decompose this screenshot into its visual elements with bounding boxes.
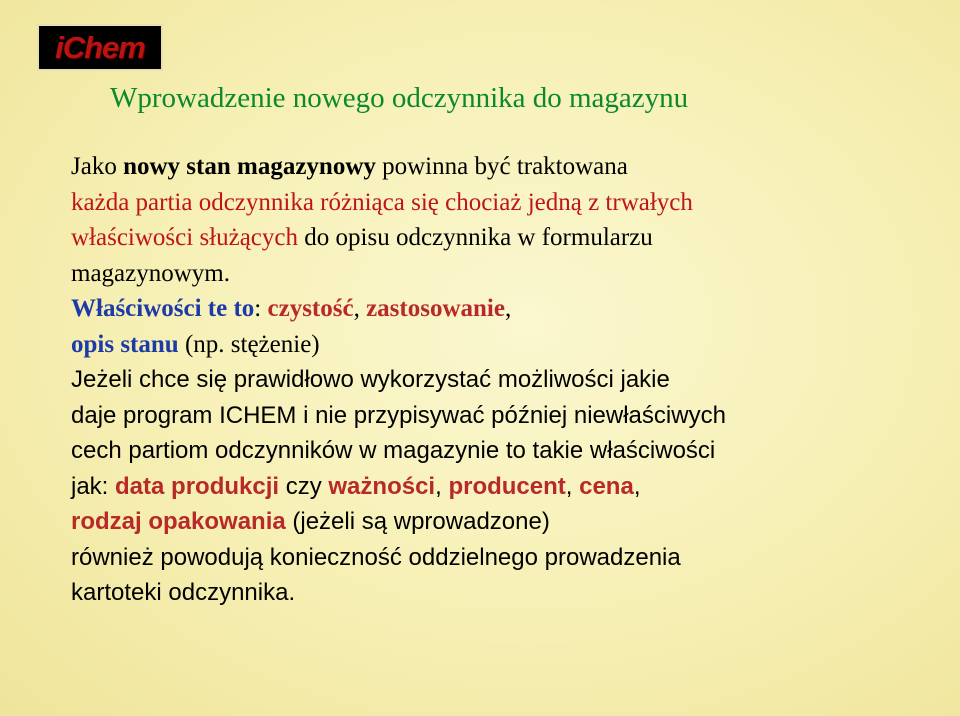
- text-segment: jak:: [71, 472, 116, 500]
- text-segment: magazynowym.: [71, 259, 230, 287]
- text-segment: ,: [633, 472, 641, 500]
- text-segment: (jeżeli są wprowadzone): [285, 508, 550, 535]
- text-segment: ,: [565, 472, 580, 500]
- body-line-10: [71, 469, 941, 505]
- text-segment: daje program ICHEM i nie przypisywać później niewłaściwych: [71, 401, 726, 429]
- text-segment: również powodują konieczność oddzielnego prowadzenia: [71, 543, 681, 571]
- slide-title: Wprowadzenie nowego odczynnika do magazynu: [110, 82, 689, 114]
- properties-label: Właściwości te to: [71, 295, 255, 322]
- body-line-8: [71, 398, 941, 434]
- property-producer: producent: [448, 472, 566, 500]
- text-segment: ,: [353, 295, 367, 322]
- text-segment: :: [254, 295, 268, 322]
- ichem-logo: [37, 24, 163, 71]
- body-line-4: [71, 256, 941, 292]
- property-production-date: data produkcji: [115, 472, 280, 500]
- property-application: zastosowanie: [366, 295, 505, 322]
- text-segment: do opisu odczynnika w formularzu: [298, 224, 653, 251]
- slide-body: [71, 149, 941, 611]
- text-segment: czy: [279, 472, 329, 500]
- body-line-13: [71, 575, 941, 611]
- text-segment: Jako: [71, 153, 124, 180]
- body-line-11: [71, 504, 941, 540]
- text-segment: ,: [435, 472, 449, 500]
- body-line-12: [71, 540, 941, 576]
- text-segment: kartoteki odczynnika.: [71, 579, 296, 606]
- body-line-5: [71, 291, 941, 327]
- text-segment: Jeżeli chce się prawidłowo wykorzystać możliwości jakie: [71, 366, 670, 393]
- property-price: cena: [579, 472, 634, 500]
- logo-text: iChem: [55, 29, 145, 65]
- body-line-1: [71, 149, 941, 185]
- text-segment: (np. stężenie): [178, 330, 320, 358]
- text-segment: ,: [504, 295, 512, 322]
- property-expiry: ważności: [328, 472, 436, 500]
- highlight-new-stock-state: nowy stan magazynowy: [123, 153, 376, 180]
- body-line-9: [71, 433, 941, 469]
- body-line-6: [71, 327, 941, 363]
- body-line-7: [71, 362, 941, 398]
- property-purity: czystość: [267, 295, 354, 322]
- property-packaging-type: rodzaj opakowania: [71, 508, 286, 535]
- highlight-batch-differs: każda partia odczynnika różniąca się chociaż jedną z trwałych: [71, 188, 693, 216]
- highlight-properties: właściwości służących: [71, 224, 299, 251]
- body-line-2: [71, 185, 941, 221]
- text-segment: cech partiom odczynników w magazynie to takie właściwości: [71, 437, 716, 464]
- text-segment: powinna być traktowana: [375, 153, 628, 180]
- property-state-description: opis stanu: [71, 330, 179, 358]
- body-line-3: [71, 220, 941, 256]
